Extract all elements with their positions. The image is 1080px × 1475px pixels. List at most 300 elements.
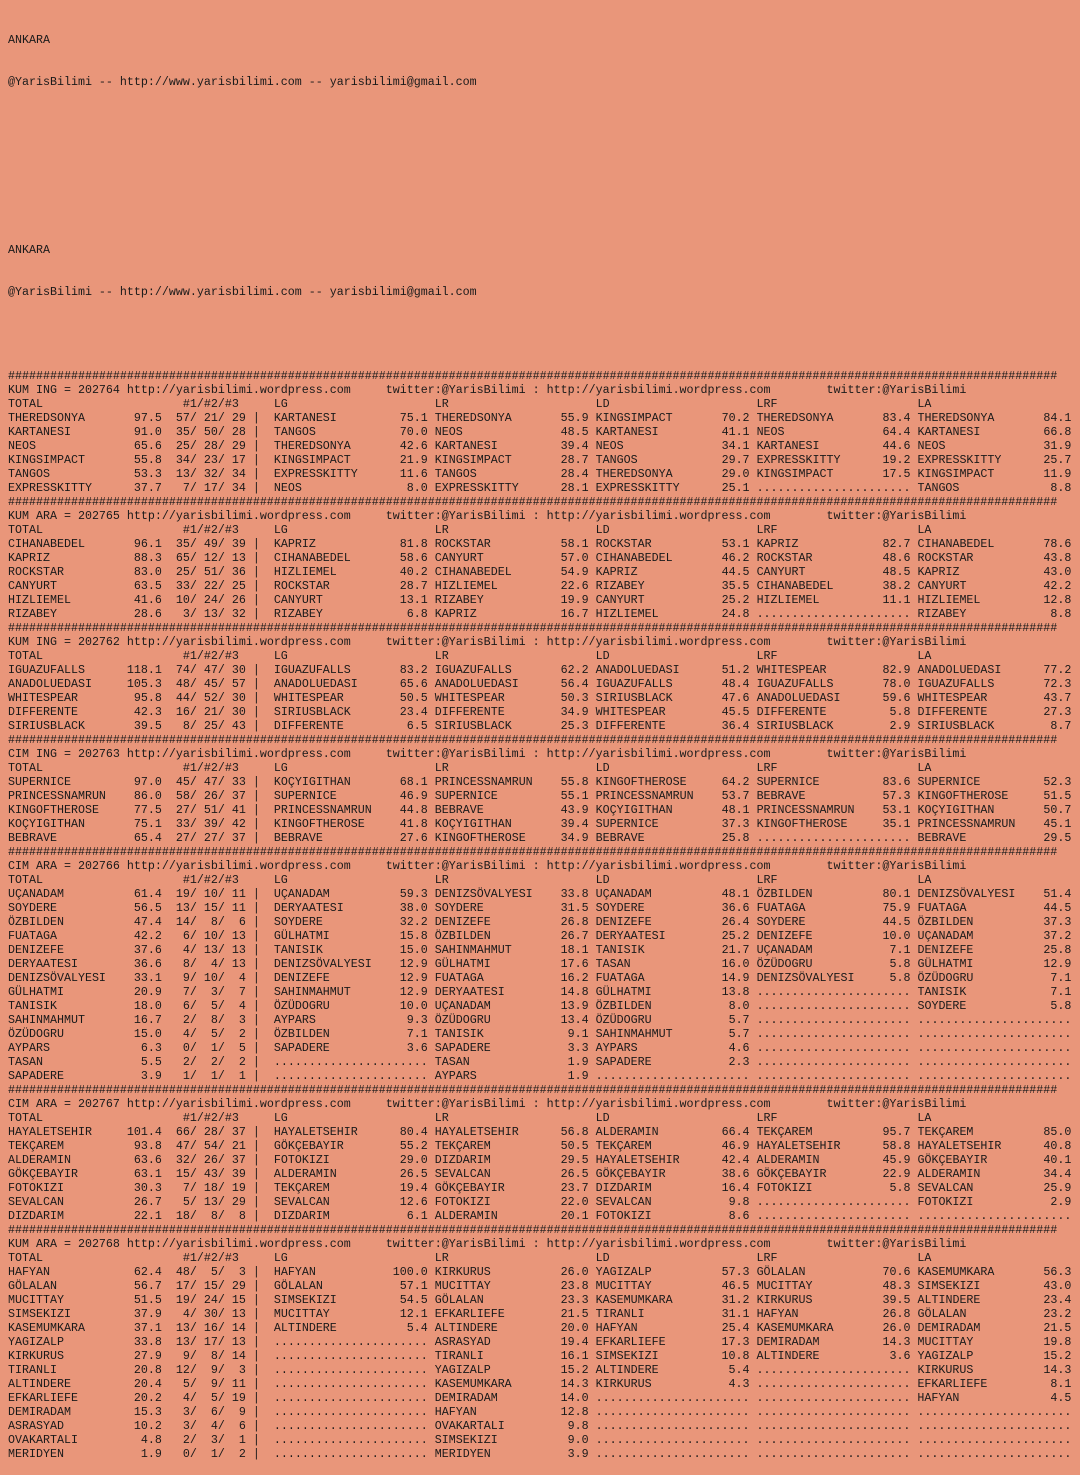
section-divider: ###################################################################################################################################################### xyxy=(8,1223,1058,1237)
lg-score: 6.5 xyxy=(392,719,428,733)
la-name: KOÇYIGITHAN xyxy=(917,803,1037,817)
la-name: KARTANESI xyxy=(917,425,1037,439)
lg-name: UÇANADAM xyxy=(273,887,393,901)
horse-name: DENIZSÖVALYESI xyxy=(8,971,127,985)
horse-name: SIRIUSBLACK xyxy=(8,719,127,733)
lrf-score: 26.8 xyxy=(875,1307,911,1321)
lg-score: 26.5 xyxy=(392,1167,428,1181)
lrf-score: 2.9 xyxy=(875,719,911,733)
la-score: 66.8 xyxy=(1036,425,1072,439)
place-counts: 13/ 16/ 14 xyxy=(168,1321,246,1335)
table-row: KINGOFTHEROSE 77.5 27/ 51/ 41 | PRINCESSNAMRUN 44.8 BEBRAVE 43.9 KOÇYIGITHAN 48.1 PRINCESSNAMRUN 53.1 KOÇYIGITHAN 50.7 xyxy=(8,803,1072,817)
lr-name: ÖZÜDOGRU xyxy=(434,1013,554,1027)
twitter-handle: twitter:@YarisBilimi xyxy=(385,509,526,523)
table-row: TANISIK 18.0 6/ 5/ 4 | ÖZÜDOGRU 10.0 UÇANADAM 13.9 ÖZBILDEN 8.0 ...................... SOYDERE 5.8 xyxy=(8,999,1072,1013)
table-row: EFKARLIEFE 20.2 4/ 5/ 19 | ...................... DEMIRADAM 14.0 ...................... ...................... HAFYAN 4.5 xyxy=(8,1391,1072,1405)
la-name: WHITESPEAR xyxy=(917,691,1037,705)
twitter-handle: twitter:@YarisBilimi xyxy=(385,635,526,649)
lrf-score: 59.6 xyxy=(875,691,911,705)
horse-name: FOTOKIZI xyxy=(8,1181,127,1195)
ld-empty: ...................... xyxy=(595,1069,750,1083)
lrf-score: 14.3 xyxy=(875,1335,911,1349)
la-empty: ...................... xyxy=(917,1405,1072,1419)
lg-name: GÜLHATMI xyxy=(273,929,393,943)
ld-score: 37.3 xyxy=(714,817,750,831)
lg-name: TANISIK xyxy=(273,943,393,957)
la-name: GÜLHATMI xyxy=(917,957,1037,971)
twitter-handle: twitter:@YarisBilimi xyxy=(385,859,526,873)
lr-name: KAPRIZ xyxy=(434,607,554,621)
lr-name: DIFFERENTE xyxy=(434,705,554,719)
total-score: 65.4 xyxy=(126,831,162,845)
lrf-name: TEKÇAREM xyxy=(756,1125,876,1139)
place-counts: 48/ 45/ 57 xyxy=(168,677,246,691)
lr-score: 57.0 xyxy=(553,551,589,565)
site-link: http://yarisbilimi.wordpress.com xyxy=(126,383,351,397)
column-header-line xyxy=(8,761,1071,775)
table-row: SUPERNICE 97.0 45/ 47/ 33 | KOÇYIGITHAN 68.1 PRINCESSNAMRUN 55.8 KINGOFTHEROSE 64.2 SUPERNICE 83.6 SUPERNICE 52.3 xyxy=(8,775,1072,789)
lrf-score: 44.6 xyxy=(875,439,911,453)
lg-name: SAPADERE xyxy=(273,1041,393,1055)
lg-name: NEOS xyxy=(273,481,393,495)
la-name: SEVALCAN xyxy=(917,1181,1037,1195)
lg-score: 11.6 xyxy=(392,467,428,481)
lr-name: NEOS xyxy=(434,425,554,439)
site-link: http://yarisbilimi.wordpress.com xyxy=(546,747,771,761)
place-counts: 6/ 5/ 4 xyxy=(168,999,246,1013)
header-ld: LD xyxy=(595,649,757,663)
la-score: 5.8 xyxy=(1036,999,1072,1013)
lrf-score: 53.1 xyxy=(875,803,911,817)
lr-name: SAPADERE xyxy=(434,1041,554,1055)
site-link: http://yarisbilimi.wordpress.com xyxy=(126,859,351,873)
place-counts: 35/ 50/ 28 xyxy=(168,425,246,439)
lr-score: 22.6 xyxy=(553,579,589,593)
ld-score: 45.5 xyxy=(714,705,750,719)
lr-name: HAYALETSEHIR xyxy=(434,1125,554,1139)
ld-name: FOTOKIZI xyxy=(595,1209,715,1223)
table-row: ROCKSTAR 83.0 25/ 51/ 36 | HIZLIEMEL 40.2 CIHANABEDEL 54.9 KAPRIZ 44.5 CANYURT 48.5 KAPRIZ 43.0 xyxy=(8,565,1072,579)
header-total: TOTAL xyxy=(8,1251,183,1265)
horse-name: MERIDYEN xyxy=(8,1447,127,1461)
section-divider: ###################################################################################################################################################### xyxy=(8,621,1058,635)
place-counts: 12/ 9/ 3 xyxy=(168,1363,246,1377)
lr-score: 14.0 xyxy=(553,1391,589,1405)
lr-name: IGUAZUFALLS xyxy=(434,663,554,677)
lg-score: 6.1 xyxy=(392,1209,428,1223)
separator: : xyxy=(525,747,547,761)
total-score: 37.6 xyxy=(126,943,162,957)
lrf-score: 5.8 xyxy=(875,957,911,971)
horse-name: KAPRIZ xyxy=(8,551,127,565)
lg-name: ANADOLUEDASI xyxy=(273,677,393,691)
ld-score: 34.1 xyxy=(714,439,750,453)
la-score: 2.9 xyxy=(1036,1195,1072,1209)
lrf-score: 78.0 xyxy=(875,677,911,691)
lg-empty: ...................... xyxy=(273,1447,428,1461)
ld-score: 16.0 xyxy=(714,957,750,971)
ld-score: 16.4 xyxy=(714,1181,750,1195)
results-document xyxy=(8,5,1071,1475)
horse-name: ÖZÜDOGRU xyxy=(8,1027,127,1041)
lg-score: 80.4 xyxy=(392,1125,428,1139)
header-lg: LG xyxy=(273,761,435,775)
ld-name: TIRANLI xyxy=(595,1307,715,1321)
la-score: 85.0 xyxy=(1036,1125,1072,1139)
lrf-name: ALDERAMIN xyxy=(756,1153,876,1167)
header-lrf: LRF xyxy=(756,523,918,537)
place-counts: 3/ 6/ 9 xyxy=(168,1405,246,1419)
header-lrf: LRF xyxy=(756,1251,918,1265)
horse-name: DENIZEFE xyxy=(8,943,127,957)
lrf-score: 22.9 xyxy=(875,1167,911,1181)
place-counts: 9/ 8/ 14 xyxy=(168,1349,246,1363)
lrf-name: KIRKURUS xyxy=(756,1293,876,1307)
lr-name: BEBRAVE xyxy=(434,803,554,817)
la-score: 27.3 xyxy=(1036,705,1072,719)
lg-empty: ...................... xyxy=(273,1349,428,1363)
lrf-score: 45.9 xyxy=(875,1153,911,1167)
total-score: 20.2 xyxy=(126,1391,162,1405)
ld-name: ALTINDERE xyxy=(595,1363,715,1377)
horse-name: ANADOLUEDASI xyxy=(8,677,127,691)
lr-name: THEREDSONYA xyxy=(434,411,554,425)
horse-name: ROCKSTAR xyxy=(8,565,127,579)
lrf-score: 17.5 xyxy=(875,467,911,481)
lg-name: HAFYAN xyxy=(273,1265,393,1279)
lrf-empty: ...................... xyxy=(756,985,911,999)
ld-name: ANADOLUEDASI xyxy=(595,663,715,677)
place-counts: 32/ 26/ 37 xyxy=(168,1153,246,1167)
race-title-line xyxy=(8,635,1071,649)
ld-score: 46.5 xyxy=(714,1279,750,1293)
lr-score: 26.0 xyxy=(553,1265,589,1279)
lrf-name: ÖZÜDOGRU xyxy=(756,957,876,971)
lr-name: ÖZBILDEN xyxy=(434,929,554,943)
lrf-name: ANADOLUEDASI xyxy=(756,691,876,705)
la-score: 72.3 xyxy=(1036,677,1072,691)
header-la: LA xyxy=(917,1111,932,1125)
place-counts: 4/ 5/ 19 xyxy=(168,1391,246,1405)
la-score: 8.1 xyxy=(1036,1377,1072,1391)
ld-score: 48.4 xyxy=(714,677,750,691)
place-counts: 9/ 10/ 4 xyxy=(168,971,246,985)
lg-score: 57.1 xyxy=(392,1279,428,1293)
lrf-name: THEREDSONYA xyxy=(756,411,876,425)
lr-name: ASRASYAD xyxy=(434,1335,554,1349)
total-score: 1.9 xyxy=(126,1447,162,1461)
lg-score: 54.5 xyxy=(392,1293,428,1307)
lrf-empty: ...................... xyxy=(756,1447,911,1461)
la-empty: ...................... xyxy=(917,1013,1072,1027)
ld-score: 14.9 xyxy=(714,971,750,985)
ld-score: 29.7 xyxy=(714,453,750,467)
place-counts: 47/ 54/ 21 xyxy=(168,1139,246,1153)
ld-empty: ...................... xyxy=(595,1391,750,1405)
lr-name: FUATAGA xyxy=(434,971,554,985)
lrf-empty: ...................... xyxy=(756,481,911,495)
race-title: KUM ING = 202764 xyxy=(8,383,120,397)
table-row: DIFFERENTE 42.3 16/ 21/ 30 | SIRIUSBLACK 23.4 DIFFERENTE 34.9 WHITESPEAR 45.5 DIFFERENTE 5.8 DIFFERENTE 27.3 xyxy=(8,705,1072,719)
lr-name: DEMIRADAM xyxy=(434,1391,554,1405)
lg-empty: ...................... xyxy=(273,1433,428,1447)
total-score: 56.7 xyxy=(126,1279,162,1293)
la-name: DENIZEFE xyxy=(917,943,1037,957)
la-name: KASEMUMKARA xyxy=(917,1265,1037,1279)
table-row: KINGSIMPACT 55.8 34/ 23/ 17 | KINGSIMPACT 21.9 KINGSIMPACT 28.7 TANGOS 29.7 EXPRESSKITTY 19.2 EXPRESSKITTY 25.7 xyxy=(8,453,1072,467)
la-score: 12.9 xyxy=(1036,957,1072,971)
lg-score: 59.3 xyxy=(392,887,428,901)
header-ld: LD xyxy=(595,1111,757,1125)
total-score: 28.6 xyxy=(126,607,162,621)
lr-score: 29.5 xyxy=(553,1153,589,1167)
total-score: 91.0 xyxy=(126,425,162,439)
lrf-empty: ...................... xyxy=(756,1391,911,1405)
la-name: SIMSEKIZI xyxy=(917,1279,1037,1293)
ld-name: DIFFERENTE xyxy=(595,719,715,733)
table-row: HAYALETSEHIR 101.4 66/ 28/ 37 | HAYALETSEHIR 80.4 HAYALETSEHIR 56.8 ALDERAMIN 66.4 TEKÇAREM 95.7 TEKÇAREM 85.0 xyxy=(8,1125,1072,1139)
total-score: 20.9 xyxy=(126,985,162,999)
ld-score: 4.6 xyxy=(714,1041,750,1055)
lr-score: 14.8 xyxy=(553,985,589,999)
ld-name: KOÇYIGITHAN xyxy=(595,803,715,817)
la-name: YAGIZALP xyxy=(917,1349,1037,1363)
lr-score: 48.5 xyxy=(553,425,589,439)
lg-score: 75.1 xyxy=(392,411,428,425)
la-empty: ...................... xyxy=(917,1027,1072,1041)
la-name: MUCITTAY xyxy=(917,1335,1037,1349)
place-counts: 45/ 47/ 33 xyxy=(168,775,246,789)
lrf-score: 58.8 xyxy=(875,1139,911,1153)
ld-score: 66.4 xyxy=(714,1125,750,1139)
la-name: EXPRESSKITTY xyxy=(917,453,1037,467)
lr-score: 14.3 xyxy=(553,1377,589,1391)
lrf-name: SOYDERE xyxy=(756,915,876,929)
la-empty: ...................... xyxy=(917,1069,1072,1083)
place-counts: 5/ 9/ 11 xyxy=(168,1377,246,1391)
lr-name: TIRANLI xyxy=(434,1349,554,1363)
lr-name: SIRIUSBLACK xyxy=(434,719,554,733)
lrf-name: KINGOFTHEROSE xyxy=(756,817,876,831)
lr-score: 1.9 xyxy=(553,1069,589,1083)
la-name: ALTINDERE xyxy=(917,1293,1037,1307)
lr-score: 23.3 xyxy=(553,1293,589,1307)
total-score: 41.6 xyxy=(126,593,162,607)
lrf-name: DENIZSÖVALYESI xyxy=(756,971,876,985)
la-name: HAFYAN xyxy=(917,1391,1037,1405)
ld-empty: ...................... xyxy=(595,1405,750,1419)
lr-name: AYPARS xyxy=(434,1069,554,1083)
horse-name: RIZABEY xyxy=(8,607,127,621)
lrf-name: ÖZBILDEN xyxy=(756,887,876,901)
la-name: KINGSIMPACT xyxy=(917,467,1037,481)
lg-name: HIZLIEMEL xyxy=(273,565,393,579)
la-score: 51.4 xyxy=(1036,887,1072,901)
lg-score: 10.0 xyxy=(392,999,428,1013)
la-score: 42.2 xyxy=(1036,579,1072,593)
section-divider: ###################################################################################################################################################### xyxy=(8,495,1058,509)
lr-name: ROCKSTAR xyxy=(434,537,554,551)
lr-score: 55.8 xyxy=(553,775,589,789)
lg-score: 38.0 xyxy=(392,901,428,915)
horse-name: GÖLALAN xyxy=(8,1279,127,1293)
table-row: BEBRAVE 65.4 27/ 27/ 37 | BEBRAVE 27.6 KINGOFTHEROSE 34.9 BEBRAVE 25.8 ...................... BEBRAVE 29.5 xyxy=(8,831,1072,845)
lg-score: 65.6 xyxy=(392,677,428,691)
table-row: ÖZBILDEN 47.4 14/ 8/ 6 | SOYDERE 32.2 DENIZEFE 26.8 DENIZEFE 26.4 SOYDERE 44.5 ÖZBILDEN 37.3 xyxy=(8,915,1072,929)
ld-name: SIMSEKIZI xyxy=(595,1349,715,1363)
lrf-score: 5.8 xyxy=(875,705,911,719)
lr-name: DERYAATESI xyxy=(434,985,554,999)
ld-name: ÖZBILDEN xyxy=(595,999,715,1013)
lrf-empty: ...................... xyxy=(756,1195,911,1209)
lr-name: EFKARLIEFE xyxy=(434,1307,554,1321)
lg-score: 44.8 xyxy=(392,803,428,817)
horse-name: FUATAGA xyxy=(8,929,127,943)
lrf-name: DIFFERENTE xyxy=(756,705,876,719)
total-score: 97.0 xyxy=(126,775,162,789)
table-row: TANGOS 53.3 13/ 32/ 34 | EXPRESSKITTY 11.6 TANGOS 28.4 THEREDSONYA 29.0 KINGSIMPACT 17.5 KINGSIMPACT 11.9 xyxy=(8,467,1072,481)
lr-name: KINGSIMPACT xyxy=(434,453,554,467)
lr-name: KARTANESI xyxy=(434,439,554,453)
site-link: http://yarisbilimi.wordpress.com xyxy=(126,1237,351,1251)
la-name: TANISIK xyxy=(917,985,1037,999)
horse-name: DIFFERENTE xyxy=(8,705,127,719)
table-row: ASRASYAD 10.2 3/ 4/ 6 | ...................... OVAKARTALI 9.8 ...................... ...................... ...................... xyxy=(8,1419,1072,1433)
ld-score: 38.6 xyxy=(714,1167,750,1181)
twitter-handle: twitter:@YarisBilimi xyxy=(826,635,967,649)
la-name: RIZABEY xyxy=(917,607,1037,621)
lrf-name: KASEMUMKARA xyxy=(756,1321,876,1335)
total-score: 39.5 xyxy=(126,719,162,733)
ld-score: 53.1 xyxy=(714,537,750,551)
ld-score: 31.2 xyxy=(714,1293,750,1307)
horse-name: KARTANESI xyxy=(8,425,127,439)
lr-score: 19.9 xyxy=(553,593,589,607)
ld-score: 25.2 xyxy=(714,593,750,607)
section-divider: ###################################################################################################################################################### xyxy=(8,733,1058,747)
lr-score: 16.2 xyxy=(553,971,589,985)
la-empty: ...................... xyxy=(917,1419,1072,1433)
table-row: TASAN 5.5 2/ 2/ 2 | ...................... TASAN 1.9 SAPADERE 2.3 ...................... ...................... xyxy=(8,1055,1072,1069)
lg-name: SIMSEKIZI xyxy=(273,1293,393,1307)
place-counts: 35/ 49/ 39 xyxy=(168,537,246,551)
table-row: GÖLALAN 56.7 17/ 15/ 29 | GÖLALAN 57.1 MUCITTAY 23.8 MUCITTAY 46.5 MUCITTAY 48.3 SIMSEKIZI 43.0 xyxy=(8,1279,1072,1293)
place-counts: 2/ 2/ 2 xyxy=(168,1055,246,1069)
table-row: KAPRIZ 88.3 65/ 12/ 13 | CIHANABEDEL 58.6 CANYURT 57.0 CIHANABEDEL 46.2 ROCKSTAR 48.6 ROCKSTAR 43.8 xyxy=(8,551,1072,565)
ld-score: 5.7 xyxy=(714,1013,750,1027)
header-lr: LR xyxy=(434,1251,596,1265)
ld-score: 51.2 xyxy=(714,663,750,677)
place-counts: 27/ 27/ 37 xyxy=(168,831,246,845)
horse-name: CANYURT xyxy=(8,579,127,593)
la-name: DIFFERENTE xyxy=(917,705,1037,719)
lrf-name: SIRIUSBLACK xyxy=(756,719,876,733)
table-row: WHITESPEAR 95.8 44/ 52/ 30 | WHITESPEAR 50.5 WHITESPEAR 50.3 SIRIUSBLACK 47.6 ANADOLUEDASI 59.6 WHITESPEAR 43.7 xyxy=(8,691,1072,705)
table-row: YAGIZALP 33.8 13/ 17/ 13 | ...................... ASRASYAD 19.4 EFKARLIEFE 17.3 DEMIRADAM 14.3 MUCITTAY 19.8 xyxy=(8,1335,1072,1349)
lg-score: 15.8 xyxy=(392,929,428,943)
lrf-name: KINGSIMPACT xyxy=(756,467,876,481)
horse-name: ALTINDERE xyxy=(8,1377,127,1391)
la-score: 50.7 xyxy=(1036,803,1072,817)
lr-name: YAGIZALP xyxy=(434,1363,554,1377)
lrf-empty: ...................... xyxy=(756,1069,911,1083)
separator: : xyxy=(525,859,547,873)
horse-name: KINGOFTHEROSE xyxy=(8,803,127,817)
la-score: 44.5 xyxy=(1036,901,1072,915)
lg-name: ÖZBILDEN xyxy=(273,1027,393,1041)
header-la: LA xyxy=(917,397,932,411)
la-name: DENIZSÖVALYESI xyxy=(917,887,1037,901)
lr-name: ALTINDERE xyxy=(434,1321,554,1335)
lrf-name: NEOS xyxy=(756,425,876,439)
lr-score: 16.7 xyxy=(553,607,589,621)
place-counts: 65/ 12/ 13 xyxy=(168,551,246,565)
lr-name: GÜLHATMI xyxy=(434,957,554,971)
total-score: 53.3 xyxy=(126,467,162,481)
ld-name: AYPARS xyxy=(595,1041,715,1055)
table-row: SOYDERE 56.5 13/ 15/ 11 | DERYAATESI 38.0 SOYDERE 31.5 SOYDERE 36.6 FUATAGA 75.9 FUATAGA 44.5 xyxy=(8,901,1072,915)
horse-name: KIRKURUS xyxy=(8,1349,127,1363)
lg-score: 40.2 xyxy=(392,565,428,579)
header-lr: LR xyxy=(434,1111,596,1125)
table-row: AYPARS 6.3 0/ 1/ 5 | SAPADERE 3.6 SAPADERE 3.3 AYPARS 4.6 ...................... ...................... xyxy=(8,1041,1072,1055)
table-row: CIHANABEDEL 96.1 35/ 49/ 39 | KAPRIZ 81.8 ROCKSTAR 58.1 ROCKSTAR 53.1 KAPRIZ 82.7 CIHANABEDEL 78.6 xyxy=(8,537,1072,551)
race-title: CIM ARA = 202766 xyxy=(8,859,120,873)
horse-name: HAFYAN xyxy=(8,1265,127,1279)
place-counts: 48/ 5/ 3 xyxy=(168,1265,246,1279)
la-name: EFKARLIEFE xyxy=(917,1377,1037,1391)
lrf-name: ROCKSTAR xyxy=(756,551,876,565)
lr-name: TANISIK xyxy=(434,1027,554,1041)
la-empty: ...................... xyxy=(917,1209,1072,1223)
table-row: DEMIRADAM 15.3 3/ 6/ 9 | ...................... HAFYAN 12.8 ...................... ...................... ...................... xyxy=(8,1405,1072,1419)
lg-score: 12.9 xyxy=(392,957,428,971)
lr-score: 1.9 xyxy=(553,1055,589,1069)
table-row: SAHINMAHMUT 16.7 2/ 8/ 3 | AYPARS 9.3 ÖZÜDOGRU 13.4 ÖZÜDOGRU 5.7 ...................... ...................... xyxy=(8,1013,1072,1027)
total-score: 47.4 xyxy=(126,915,162,929)
la-score: 29.5 xyxy=(1036,831,1072,845)
lrf-score: 3.6 xyxy=(875,1349,911,1363)
table-row: ALTINDERE 20.4 5/ 9/ 11 | ...................... KASEMUMKARA 14.3 KIRKURUS 4.3 ...................... EFKARLIEFE 8.1 xyxy=(8,1377,1072,1391)
header-ld: LD xyxy=(595,397,757,411)
ld-name: TANISIK xyxy=(595,943,715,957)
la-empty: ...................... xyxy=(917,1447,1072,1461)
site-link: http://yarisbilimi.wordpress.com xyxy=(546,1097,771,1111)
lr-score: 33.8 xyxy=(553,887,589,901)
la-score: 15.2 xyxy=(1036,1349,1072,1363)
la-score: 12.8 xyxy=(1036,593,1072,607)
total-score: 36.6 xyxy=(126,957,162,971)
lr-score: 9.0 xyxy=(553,1433,589,1447)
lrf-name: SUPERNICE xyxy=(756,775,876,789)
ld-empty: ...................... xyxy=(595,1433,750,1447)
lg-name: ROCKSTAR xyxy=(273,579,393,593)
ld-score: 25.1 xyxy=(714,481,750,495)
lrf-name: CIHANABEDEL xyxy=(756,579,876,593)
lr-name: EXPRESSKITTY xyxy=(434,481,554,495)
header-lg: LG xyxy=(273,873,435,887)
site-link: http://yarisbilimi.wordpress.com xyxy=(546,509,771,523)
column-header-line xyxy=(8,873,1071,887)
lg-score: 13.1 xyxy=(392,593,428,607)
lrf-name: HIZLIEMEL xyxy=(756,593,876,607)
place-counts: 44/ 52/ 30 xyxy=(168,691,246,705)
ld-score: 8.0 xyxy=(714,999,750,1013)
header-places: #1/#2/#3 xyxy=(182,649,274,663)
ld-name: HAFYAN xyxy=(595,1321,715,1335)
ld-name: ALDERAMIN xyxy=(595,1125,715,1139)
race-title-line xyxy=(8,509,1071,523)
